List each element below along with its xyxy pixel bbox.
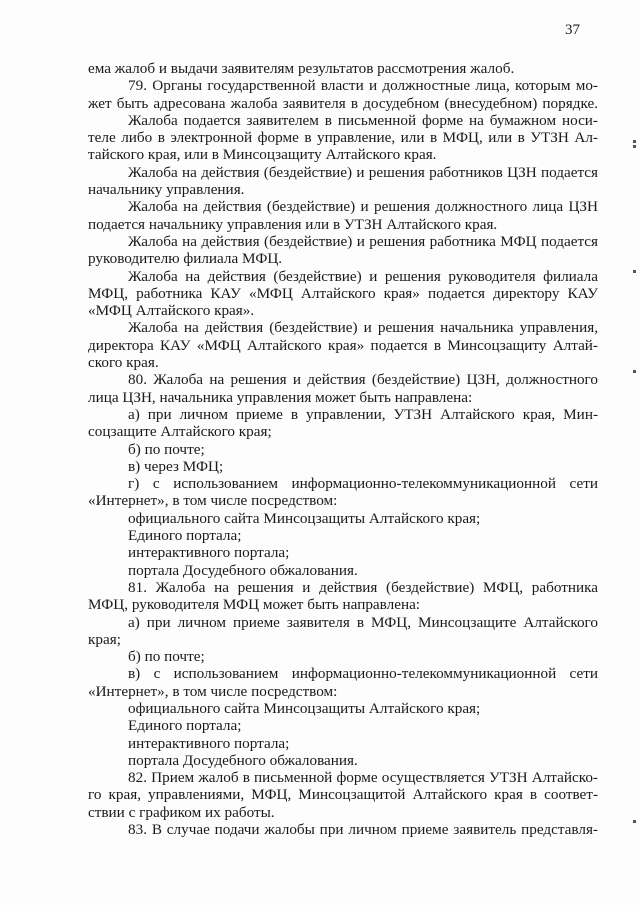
text-line: МФЦ, работника КАУ «МФЦ Алтайского края» подается директору КАУ [88,284,598,302]
text-line: лица ЦЗН, начальника управления может быть направлена: [88,388,473,406]
text-line: Жалоба на действия (бездействие) и решения работника МФЦ подается [128,232,598,250]
text-line: тайского края, или в Минсоцзащиту Алтайского края. [88,146,437,164]
text-line: начальнику управления. [88,181,245,199]
text-line: б) по почте; [128,648,205,666]
text-line: Жалоба на действия (бездействие) и решения начальника управления, [128,319,598,337]
text-line: б) по почте; [128,440,205,458]
text-line: 80. Жалоба на решения и действия (бездействие) ЦЗН, должностного [128,371,598,389]
text-line: соцзащите Алтайского края; [88,423,272,441]
text-line: «Интернет», в том числе посредством: [88,492,338,510]
text-line: 82. Прием жалоб в письменной форме осуществляется УТЗН Алтайско- [128,769,598,787]
text-line: Жалоба на действия (бездействие) и решения руководителя филиала [128,267,598,285]
text-line: 81. Жалоба на решения и действия (бездействие) МФЦ, работника [128,578,598,596]
text-line: руководителю филиала МФЦ. [88,250,283,268]
text-line: МФЦ, руководителя МФЦ может быть направлена: [88,596,421,614]
text-line: «МФЦ Алтайского края». [88,302,255,320]
text-line: официального сайта Минсоцзащиты Алтайского края; [128,699,481,717]
text-line: Единого портала; [128,527,242,545]
text-line: а) при личном приеме в управлении, УТЗН Алтайского края, Мин- [128,405,598,423]
text-line: в) с использованием информационно-телекоммуникационной сети [128,665,598,683]
text-line: Жалоба на действия (бездействие) и решения работников ЦЗН подается [128,163,598,181]
text-line: интерактивного портала; [128,734,290,752]
text-line: Жалоба подается заявителем в письменной форме на бумажном носи- [128,111,598,129]
text-line: в) через МФЦ; [128,457,224,475]
text-line: официального сайта Минсоцзащиты Алтайского края; [128,509,481,527]
text-line: Жалоба на действия (бездействие) и решения должностного лица ЦЗН [128,198,598,216]
text-line: г) с использованием информационно-телекоммуникационной сети [128,475,598,493]
text-line: Единого портала; [128,717,242,735]
document-body [88,60,598,838]
text-line: интерактивного портала; [128,544,290,562]
text-line: «Интернет», в том числе посредством: [88,682,338,700]
text-line: портала Досудебного обжалования. [128,751,358,769]
page-number: 37 [565,22,580,38]
text-line: подается начальнику управления или в УТЗН Алтайского края. [88,215,498,233]
text-line: края; [88,630,121,648]
text-line: портала Досудебного обжалования. [128,561,358,579]
text-line: ема жалоб и выдачи заявителям результатов рассмотрения жалоб. [88,60,515,77]
text-line: ствии с графиком их работы. [88,803,275,821]
text-line: 83. В случае подачи жалобы при личном приеме заявитель представля- [128,821,598,839]
text-line: ского края. [88,354,159,372]
text-line: теле либо в электронной форме в управление, или в МФЦ, или в УТЗН Ал- [88,129,598,147]
text-line: го края, управлениями, МФЦ, Минсоцзащитой Алтайского края в соответ- [88,786,598,804]
text-line: 79. Органы государственной власти и должностные лица, которым мо- [128,77,598,95]
text-line: жет быть адресована жалоба заявителя в досудебном (внесудебном) порядке. [88,94,598,112]
text-line: а) при личном приеме заявителя в МФЦ, Минсоцзащите Алтайского [128,613,598,631]
text-line: директора КАУ «МФЦ Алтайского края» подается в Минсоцзащиту Алтай- [88,336,598,354]
scan-edge-marks [630,120,636,820]
